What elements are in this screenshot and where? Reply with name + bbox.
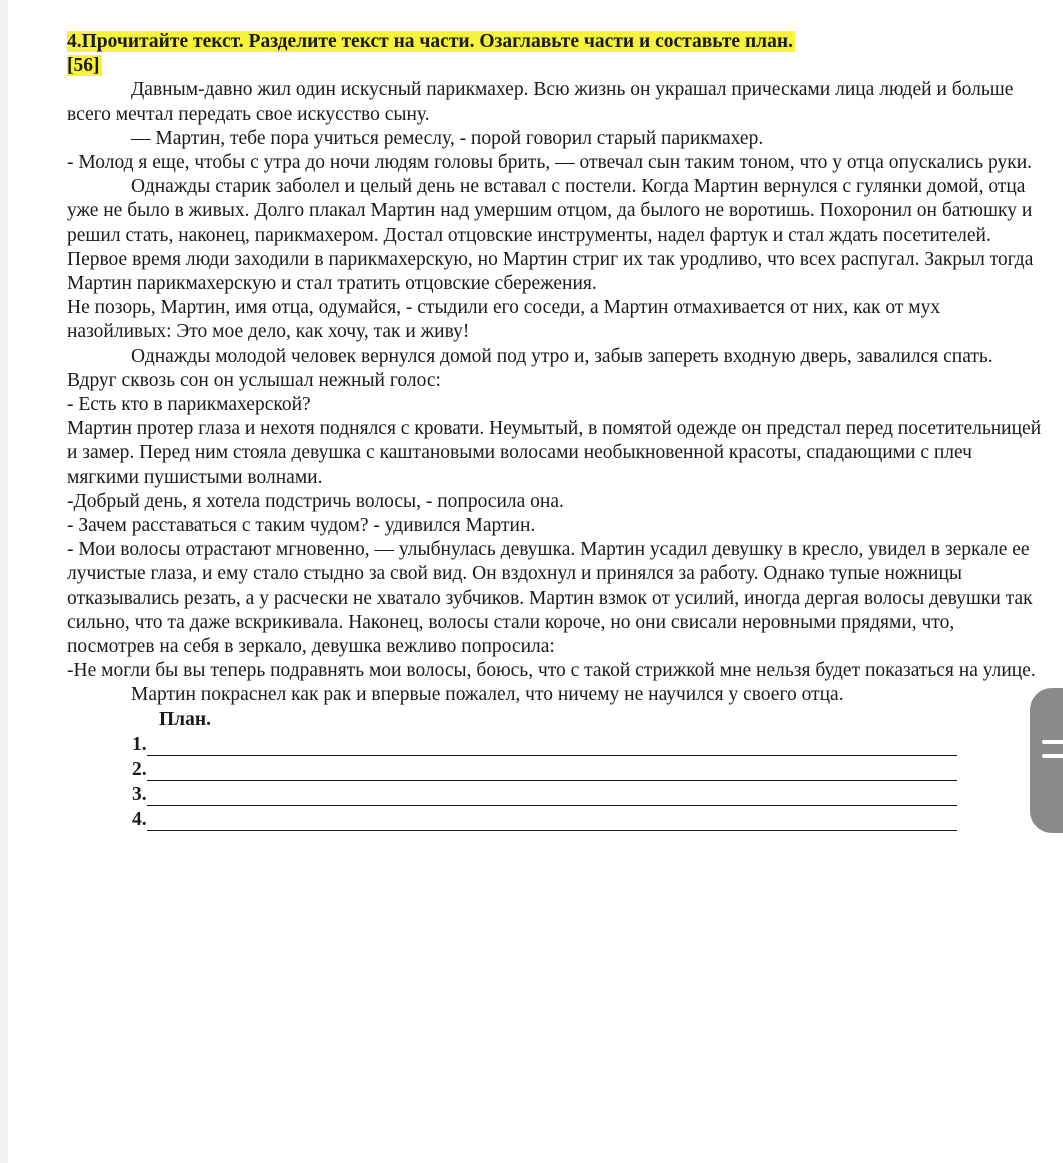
task-source: [56] — [67, 55, 100, 77]
menu-handle-icon — [1042, 754, 1063, 758]
paragraph-7: - Есть кто в парикмахерской? — [67, 394, 311, 416]
paragraph-12: -Не могли бы вы теперь подравнять мои волосы, боюсь, что с такой стрижкой мне нельзя будет показаться на улице. — [67, 660, 1036, 682]
menu-handle-icon — [1042, 740, 1063, 744]
plan-number: 3. — [132, 783, 147, 805]
plan-line-3[interactable] — [132, 782, 957, 807]
document-page — [8, 0, 1063, 1163]
paragraph-8: Мартин протер глаза и нехотя поднялся с кровати. Неумытый, в помятой одежде он предстал перед посетительницей и замер. Перед ним стояла девушка с каштановыми волосами необыкновенной красоты, спадающими с плеч мягкими пушистыми волнами. — [67, 418, 1042, 488]
side-panel-handle[interactable] — [1030, 688, 1063, 833]
plan-blank[interactable] — [147, 735, 957, 756]
paragraph-6: Однажды молодой человек вернулся домой под утро и, забыв запереть входную дверь, завалился спать. Вдруг сквозь сон он услышал нежный голос: — [67, 345, 993, 391]
plan-blank[interactable] — [147, 810, 957, 831]
document-body — [67, 30, 1042, 832]
plan-blank[interactable] — [147, 760, 957, 781]
plan-line-4[interactable] — [132, 807, 957, 832]
paragraph-13: Мартин покраснел как рак и впервые пожалел, что ничему не научился у своего отца. — [131, 684, 844, 706]
task-title: 4.Прочитайте текст. Разделите текст на части. Озаглавьте части и составьте план. — [67, 31, 793, 52]
paragraph-5: Не позорь, Мартин, имя отца, одумайся, - стыдили его соседи, а Мартин отмахивается от них, как от мух назойливых: Это мое дело, как хочу, так и живу! — [67, 297, 941, 343]
plan-blank[interactable] — [147, 785, 957, 806]
paragraph-3: - Молод я еще, чтобы с утра до ночи людям головы брить, — отвечал сын таким тоном, что у отца опускались руки. — [67, 152, 1033, 174]
plan-line-2[interactable] — [132, 757, 957, 782]
paragraph-1: Давным-давно жил один искусный парикмахер. Всю жизнь он украшал прическами лица людей и больше всего мечтал передать свое искусство сыну. — [67, 79, 1014, 125]
task-heading — [67, 30, 1042, 78]
plan-number: 1. — [132, 733, 147, 755]
paragraph-9: -Добрый день, я хотела подстричь волосы, - попросила она. — [67, 490, 564, 512]
paragraph-11: - Мои волосы отрастают мгновенно, — улыбнулась девушка. Мартин усадил девушку в кресло, увидел в зеркале ее лучистые глаза, и ему стало стыдно за свой вид. Он вздохнул и принялся за работу. Однако тупые ножницы отказывались резать, а у расчески не хватало зубчиков. Мартин взмок от усилий, иногда дергая волосы девушки так сильно, что та даже вскрикивала. Наконец, волосы стали короче, но они свисали неровными прядями, что, посмотрев на себя в зеркало, девушка вежливо попросила: — [67, 539, 1033, 658]
paragraph-10: - Зачем расставаться с таким чудом? - удивился Мартин. — [67, 515, 536, 537]
plan-line-1[interactable] — [132, 732, 957, 757]
plan-title: План. — [159, 708, 211, 730]
paragraph-4: Однажды старик заболел и целый день не вставал с постели. Когда Мартин вернулся с гулянки домой, отца уже не было в живых. Долго плакал Мартин над умершим отцом, да былого не воротишь. Похоронил он батюшку и решил стать, наконец, парикмахером. Достал отцовские инструменты, надел фартук и стал ждать посетителей. Первое время люди заходили в парикмахерскую, но Мартин стриг их так уродливо, что всех распугал. Закрыл тогда Мартин парикмахерскую и стал тратить отцовские сбережения. — [67, 176, 1034, 295]
paragraph-2: — Мартин, тебе пора учиться ремеслу, - порой говорил старый парикмахер. — [131, 127, 764, 149]
plan-number: 2. — [132, 758, 147, 780]
plan-number: 4. — [132, 808, 147, 830]
